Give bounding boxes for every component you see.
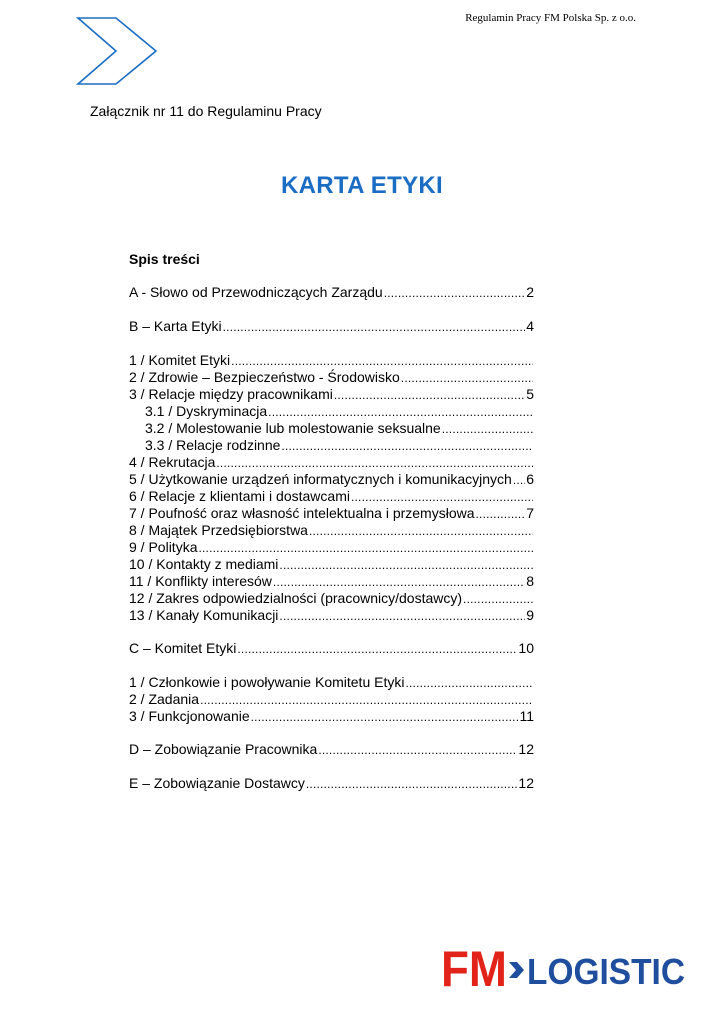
toc-entry-b6[interactable]: 6 / Relacje z klientami i dostawcami ..... [129, 488, 534, 505]
toc-entry-b3-1[interactable]: 3.1 / Dyskryminacja ..... [145, 403, 534, 420]
toc-entry-b12[interactable]: 12 / Zakres odpowiedzialności (pracownicy/dostawcy) ..... [129, 590, 534, 607]
logo-fm-text: FM [441, 942, 507, 990]
toc-entry-b3[interactable]: 3 / Relacje między pracownikami ..... 5 [129, 386, 534, 403]
toc-entry-b8[interactable]: 8 / Majątek Przedsiębiorstwa ..... [129, 522, 534, 539]
toc-heading: Spis treści [129, 251, 200, 267]
toc-entry-b7[interactable]: 7 / Poufność oraz własność intelektualna i przemysłowa ..... 7 [129, 505, 534, 522]
toc-entry-b4[interactable]: 4 / Rekrutacja ..... [129, 454, 534, 471]
toc-entry-b3-3[interactable]: 3.3 / Relacje rodzinne ..... [145, 437, 534, 454]
toc-entry-b[interactable]: B – Karta Etyki ..... 4 [129, 318, 534, 335]
chevron-logo-icon [76, 16, 158, 86]
toc-entry-b1[interactable]: 1 / Komitet Etyki ..... [129, 352, 534, 369]
fm-logistic-logo [441, 942, 687, 990]
logo-arrow-icon [509, 962, 524, 978]
toc-entry-b11[interactable]: 11 / Konflikty interesów ..... 8 [129, 573, 534, 590]
toc-entry-c3[interactable]: 3 / Funkcjonowanie ..... 11 [129, 708, 534, 725]
header-company-text: Regulamin Pracy FM Polska Sp. z o.o. [465, 12, 636, 24]
toc-entry-c2[interactable]: 2 / Zadania ..... [129, 691, 534, 708]
toc-entry-e[interactable]: E – Zobowiązanie Dostawcy ..... 12 [129, 775, 534, 792]
annex-label: Załącznik nr 11 do Regulaminu Pracy [90, 103, 322, 119]
toc-entry-b10[interactable]: 10 / Kontakty z mediami ..... [129, 556, 534, 573]
toc-entry-b3-2[interactable]: 3.2 / Molestowanie lub molestowanie seksualne ..... [145, 420, 534, 437]
page-title: KARTA ETYKI [281, 172, 443, 199]
toc-entry-c1[interactable]: 1 / Członkowie i powoływanie Komitetu Etyki ..... [129, 674, 534, 691]
toc-entry-b2[interactable]: 2 / Zdrowie – Bezpieczeństwo - Środowisko ..... [129, 369, 534, 386]
logo-logistic-text: LOGISTIC [527, 951, 685, 990]
toc-entry-c[interactable]: C – Komitet Etyki ..... 10 [129, 640, 534, 657]
toc-entry-b13[interactable]: 13 / Kanały Komunikacji ..... 9 [129, 607, 534, 624]
toc-entry-a[interactable]: A - Słowo od Przewodniczących Zarządu ..... 2 [129, 284, 534, 301]
toc-entry-b9[interactable]: 9 / Polityka ..... [129, 539, 534, 556]
toc-entry-d[interactable]: D – Zobowiązanie Pracownika ..... 12 [129, 741, 534, 758]
toc-entry-b5[interactable]: 5 / Użytkowanie urządzeń informatycznych i komunikacyjnych ..... 6 [129, 471, 534, 488]
